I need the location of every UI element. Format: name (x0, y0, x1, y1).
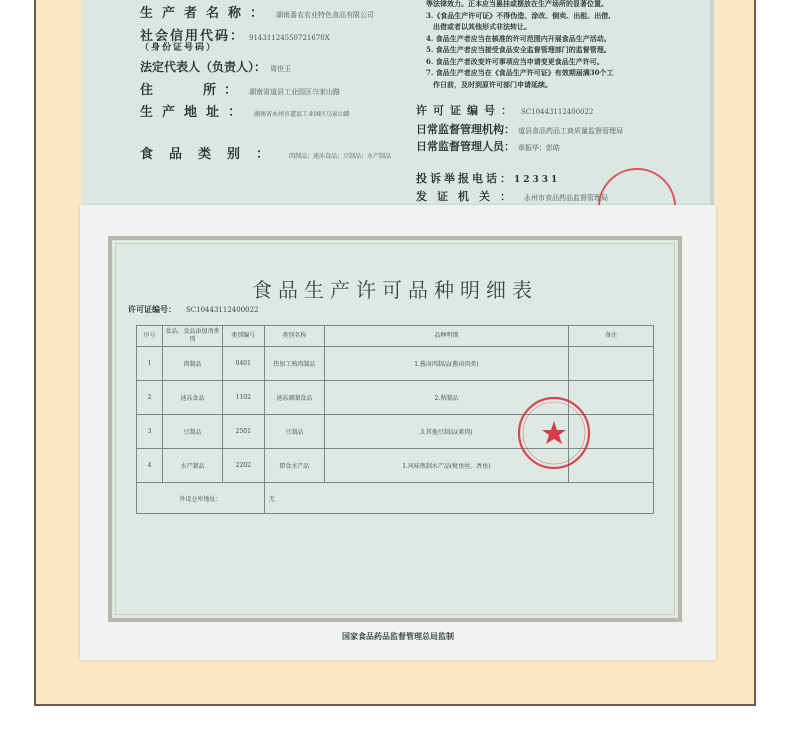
license-certificate-top (82, 0, 714, 205)
table-header-row (137, 326, 654, 347)
note-line: 4. 食品生产者应当在核准的许可范围内开展食品生产活动。 (426, 33, 611, 43)
food-category-value: 肉制品；速冻食品；豆制品；水产制品 (289, 153, 392, 160)
license-number-label: 许可证编号： (416, 104, 518, 117)
column-header: 类别名称 (264, 326, 324, 347)
official-seal (516, 395, 592, 471)
producer-row (140, 2, 374, 21)
row-detail: 1.风味熟制水产品(鱿鱼丝、香鱼) (324, 449, 568, 483)
row-name: 速冻调制食品 (264, 381, 324, 415)
residence-value: 湖南省道县工业园区乌家山路 (249, 88, 341, 96)
column-header: 备注 (569, 326, 654, 347)
food-category-label: 食品类别： (140, 147, 286, 162)
row-number: 2 (137, 381, 163, 415)
row-category: 速冻食品 (162, 381, 222, 415)
row-category: 水产制品 (162, 449, 222, 483)
detail-sheet (108, 236, 682, 622)
residence-label: 住 所： (140, 83, 246, 98)
id-number-row (140, 40, 217, 53)
row-category: 豆制品 (162, 415, 222, 449)
row-detail: 3.其他豆制品(素肉) (324, 415, 568, 449)
issuer-row (416, 188, 608, 204)
supervisor-org-row (416, 121, 623, 137)
credit-code-label: 社会信用代码： (140, 29, 246, 44)
address-value: 湖南省永州市道县工业园区乌家山路 (254, 111, 351, 118)
issuer-label: 发证机关： (416, 190, 521, 203)
note-line: 作日前，及时到原许可部门申请延续。 (426, 79, 552, 89)
row-note (569, 347, 654, 381)
supervisor-person-row (416, 138, 560, 154)
address-row (140, 101, 350, 120)
supervisor-org-label: 日常监督管理机构： (416, 123, 515, 136)
detail-sheet-page (80, 205, 716, 660)
legal-rep-value: 周世玉 (270, 65, 292, 73)
sheet-title: 食品生产许可品种明细表 (252, 278, 538, 302)
column-header: 食品、食品添加剂类别 (162, 326, 222, 347)
sheet-license-label: 许可证编号： (128, 304, 176, 314)
id-number-label: （身份证号码） (140, 43, 218, 53)
column-header: 类别编号 (222, 326, 264, 347)
outsource-row (137, 483, 654, 514)
supervisor-person-value: 章振华；彭皓 (518, 144, 560, 152)
sheet-footer-issuer: 国家食品药品监督管理总局监制 (342, 631, 454, 641)
row-code: 1102 (222, 381, 264, 415)
column-header: 品种明细 (324, 326, 568, 347)
note-line: 5. 食品生产者应当接受食品安全监督管理部门的监督管理。 (426, 45, 611, 54)
column-header: 序号 (137, 326, 163, 347)
hotline-value: 12331 (514, 175, 561, 185)
license-number-row (416, 102, 594, 118)
legal-rep-label: 法定代表人（负责人）： (140, 60, 267, 74)
issuer-value: 永州市食品药品监督管理局 (524, 194, 608, 202)
food-category-row (140, 143, 391, 162)
outsource-value: 无 (264, 483, 653, 514)
row-code: 0401 (222, 347, 264, 381)
row-category: 肉制品 (162, 347, 222, 381)
row-code: 2501 (222, 415, 264, 449)
outsource-label: 外设仓库地址： (137, 483, 265, 514)
row-name: 即食水产品 (264, 449, 324, 483)
note-line: 3.《食品生产许可证》不得伪造、涂改、倒卖、出租、出借, (426, 10, 611, 20)
sheet-license-row (128, 304, 259, 315)
row-number: 4 (137, 449, 163, 483)
certificate-notes (426, 0, 714, 90)
row-name: 热加工熟肉制品 (264, 347, 324, 381)
row-number: 3 (137, 415, 163, 449)
legal-rep-row (140, 58, 291, 75)
note-line: 7. 食品生产者应当在《食品生产许可证》有效期届满30个工 (426, 68, 614, 77)
row-number: 1 (137, 347, 163, 381)
note-line: 6. 食品生产者改变许可事项应当申请变更食品生产许可。 (426, 56, 604, 66)
row-code: 2202 (222, 449, 264, 483)
producer-value: 湖南番农农业特色食品有限公司 (276, 11, 375, 19)
row-detail: 1.酱卤肉制品(酱卤肉类) (324, 347, 568, 381)
residence-row (140, 79, 340, 98)
row-name: 豆制品 (264, 415, 324, 449)
hotline-row (416, 170, 560, 186)
row-detail: 2.熟制品 (324, 381, 568, 415)
credit-code-value: 91431124550721670X (249, 34, 330, 42)
note-line: 等法律效力。正本应当悬挂或摆放在生产场所的显著位置。 (426, 0, 608, 8)
sheet-license-value: SC10443112400022 (186, 306, 259, 314)
supervisor-person-label: 日常监督管理人员： (416, 140, 515, 153)
producer-label: 生产者名称： (140, 6, 273, 21)
address-label: 生产地址： (140, 105, 251, 120)
table-row (137, 347, 654, 381)
license-number-value: SC10443112400022 (521, 108, 594, 116)
supervisor-org-value: 道县食品药品工商质量监督管理局 (518, 127, 623, 135)
note-line: 出借或者以其他形式非法转让。 (426, 22, 531, 31)
hotline-label: 投诉举报电话： (416, 172, 514, 185)
